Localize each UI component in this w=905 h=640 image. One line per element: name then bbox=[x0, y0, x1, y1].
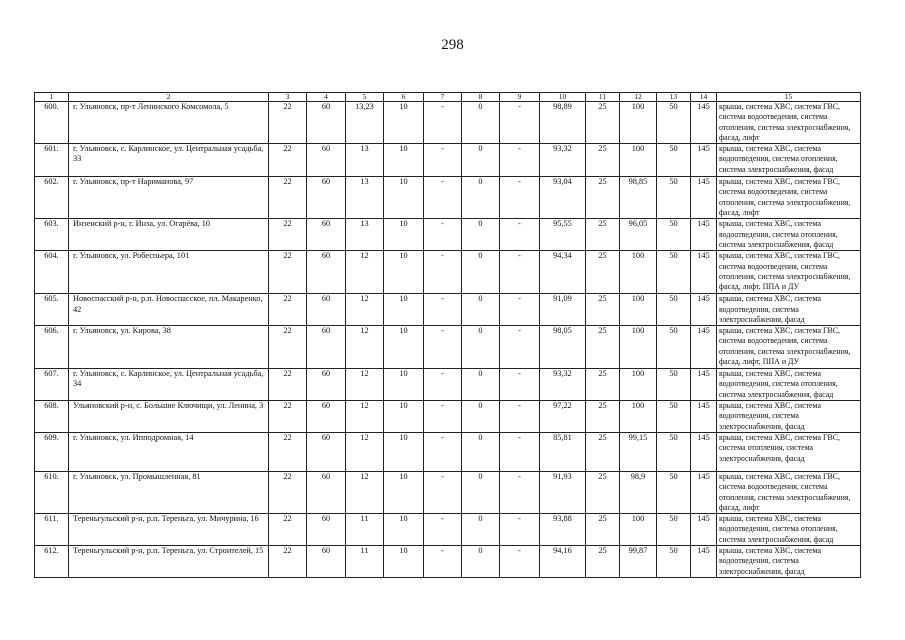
value-cell: - bbox=[500, 144, 540, 177]
column-number-cell: 4 bbox=[307, 93, 346, 102]
value-cell: - bbox=[424, 102, 462, 144]
value-cell: 145 bbox=[691, 219, 717, 251]
value-cell: 99,15 bbox=[620, 432, 657, 471]
value-cell: - bbox=[500, 326, 540, 369]
works-cell: крыша, система ХВС, система ГВС, система отопления, система электроснабжения, фасад bbox=[717, 432, 861, 471]
value-cell: - bbox=[424, 471, 462, 513]
value-cell: 98,05 bbox=[540, 326, 586, 369]
value-cell: 0 bbox=[462, 401, 500, 433]
table-row bbox=[35, 177, 861, 219]
value-cell: 0 bbox=[462, 251, 500, 294]
value-cell: 145 bbox=[691, 514, 717, 546]
value-cell: 0 bbox=[462, 294, 500, 326]
column-number-cell: 6 bbox=[384, 93, 424, 102]
value-cell: 10 bbox=[384, 102, 424, 144]
value-cell: - bbox=[424, 326, 462, 369]
value-cell: 22 bbox=[269, 326, 307, 369]
value-cell: 0 bbox=[462, 369, 500, 401]
value-cell: 10 bbox=[384, 326, 424, 369]
value-cell: - bbox=[500, 401, 540, 433]
value-cell: 25 bbox=[586, 102, 620, 144]
value-cell: 10 bbox=[384, 546, 424, 578]
value-cell: - bbox=[500, 251, 540, 294]
value-cell: 60 bbox=[307, 401, 346, 433]
value-cell: - bbox=[424, 401, 462, 433]
value-cell: 25 bbox=[586, 432, 620, 471]
value-cell: 100 bbox=[620, 251, 657, 294]
value-cell: 60 bbox=[307, 432, 346, 471]
row-number-cell: 600. bbox=[35, 102, 69, 144]
column-number-cell: 2 bbox=[69, 93, 269, 102]
value-cell: 145 bbox=[691, 401, 717, 433]
address-cell: Инзенский р-н, г. Инза, ул. Огарёва, 10 bbox=[69, 219, 269, 251]
works-cell: крыша, система ХВС, система водоотведения, система отопления, система электроснабжения, фасад bbox=[717, 514, 861, 546]
address-cell: г. Ульяновск, пр-т Ленинского Комсомола, 5 bbox=[69, 102, 269, 144]
table-row bbox=[35, 471, 861, 513]
table-row bbox=[35, 144, 861, 177]
value-cell: 25 bbox=[586, 401, 620, 433]
row-number-cell: 609. bbox=[35, 432, 69, 471]
row-number-cell: 611. bbox=[35, 514, 69, 546]
value-cell: 13,23 bbox=[346, 102, 384, 144]
row-number-cell: 607. bbox=[35, 369, 69, 401]
value-cell: 12 bbox=[346, 251, 384, 294]
value-cell: - bbox=[424, 177, 462, 219]
value-cell: 50 bbox=[657, 326, 691, 369]
value-cell: 145 bbox=[691, 546, 717, 578]
value-cell: 11 bbox=[346, 514, 384, 546]
value-cell: 60 bbox=[307, 177, 346, 219]
value-cell: 50 bbox=[657, 294, 691, 326]
row-number-cell: 610. bbox=[35, 471, 69, 513]
value-cell: 95,55 bbox=[540, 219, 586, 251]
column-number-cell: 3 bbox=[269, 93, 307, 102]
works-cell: крыша, система ХВС, система водоотведения, система отопления, система электроснабжения, фасад bbox=[717, 369, 861, 401]
value-cell: 145 bbox=[691, 102, 717, 144]
table-row bbox=[35, 251, 861, 294]
value-cell: 10 bbox=[384, 369, 424, 401]
works-cell: крыша, система ХВС, система ГВС, система водоотведения, система отопления, система электроснабжения, фасад, лифт, ППА и ДУ bbox=[717, 251, 861, 294]
value-cell: 25 bbox=[586, 144, 620, 177]
table-row bbox=[35, 369, 861, 401]
value-cell: 10 bbox=[384, 401, 424, 433]
column-number-cell: 14 bbox=[691, 93, 717, 102]
value-cell: 50 bbox=[657, 177, 691, 219]
works-cell: крыша, система ХВС, система водоотведения, система отопления, система электроснабжения, фасад bbox=[717, 219, 861, 251]
value-cell: - bbox=[500, 177, 540, 219]
table-row bbox=[35, 432, 861, 471]
value-cell: 10 bbox=[384, 294, 424, 326]
row-number-cell: 612. bbox=[35, 546, 69, 578]
value-cell: 0 bbox=[462, 219, 500, 251]
value-cell: 85,81 bbox=[540, 432, 586, 471]
address-cell: г. Ульяновск, с. Карлинское, ул. Центральная усадьба, 33 bbox=[69, 144, 269, 177]
works-cell: крыша, система ХВС, система ГВС, система водоотведения, система отопления, система электроснабжения, фасад, лифт bbox=[717, 471, 861, 513]
address-cell: Новоспасский р-н, р.п. Новоспасское, пл. Макаренко, 42 bbox=[69, 294, 269, 326]
value-cell: 60 bbox=[307, 514, 346, 546]
value-cell: 10 bbox=[384, 471, 424, 513]
value-cell: 50 bbox=[657, 514, 691, 546]
value-cell: 145 bbox=[691, 326, 717, 369]
value-cell: 25 bbox=[586, 471, 620, 513]
value-cell: 100 bbox=[620, 102, 657, 144]
value-cell: 93,32 bbox=[540, 144, 586, 177]
value-cell: 145 bbox=[691, 294, 717, 326]
value-cell: 22 bbox=[269, 177, 307, 219]
address-cell: г. Ульяновск, с. Карлинское, ул. Центральная усадьба, 34 bbox=[69, 369, 269, 401]
value-cell: - bbox=[500, 369, 540, 401]
value-cell: - bbox=[424, 546, 462, 578]
value-cell: 0 bbox=[462, 326, 500, 369]
value-cell: - bbox=[500, 432, 540, 471]
page-number: 298 bbox=[441, 37, 464, 53]
value-cell: 60 bbox=[307, 546, 346, 578]
value-cell: 25 bbox=[586, 326, 620, 369]
value-cell: 0 bbox=[462, 102, 500, 144]
value-cell: 100 bbox=[620, 294, 657, 326]
value-cell: 25 bbox=[586, 514, 620, 546]
value-cell: 145 bbox=[691, 432, 717, 471]
value-cell: 10 bbox=[384, 514, 424, 546]
address-cell: г. Ульяновск, пр-т Нариманова, 97 bbox=[69, 177, 269, 219]
value-cell: - bbox=[500, 102, 540, 144]
value-cell: 25 bbox=[586, 177, 620, 219]
value-cell: 145 bbox=[691, 471, 717, 513]
table-row bbox=[35, 219, 861, 251]
column-number-cell: 9 bbox=[500, 93, 540, 102]
value-cell: 22 bbox=[269, 219, 307, 251]
value-cell: - bbox=[500, 219, 540, 251]
value-cell: 0 bbox=[462, 546, 500, 578]
value-cell: 22 bbox=[269, 546, 307, 578]
value-cell: 22 bbox=[269, 294, 307, 326]
value-cell: 50 bbox=[657, 219, 691, 251]
value-cell: 25 bbox=[586, 294, 620, 326]
value-cell: - bbox=[500, 471, 540, 513]
value-cell: 0 bbox=[462, 144, 500, 177]
value-cell: 12 bbox=[346, 326, 384, 369]
value-cell: 22 bbox=[269, 401, 307, 433]
column-number-cell: 7 bbox=[424, 93, 462, 102]
value-cell: 10 bbox=[384, 432, 424, 471]
value-cell: 94,16 bbox=[540, 546, 586, 578]
value-cell: 13 bbox=[346, 177, 384, 219]
value-cell: 50 bbox=[657, 251, 691, 294]
value-cell: 60 bbox=[307, 326, 346, 369]
value-cell: 10 bbox=[384, 251, 424, 294]
value-cell: 96,05 bbox=[620, 219, 657, 251]
value-cell: 99,87 bbox=[620, 546, 657, 578]
table-row bbox=[35, 514, 861, 546]
value-cell: - bbox=[500, 546, 540, 578]
works-cell: крыша, система ХВС, система ГВС, система водоотведения, система отопления, система электроснабжения, фасад, лифт bbox=[717, 102, 861, 144]
value-cell: 60 bbox=[307, 102, 346, 144]
value-cell: 13 bbox=[346, 144, 384, 177]
value-cell: 60 bbox=[307, 144, 346, 177]
value-cell: 98,89 bbox=[540, 102, 586, 144]
row-number-cell: 602. bbox=[35, 177, 69, 219]
value-cell: 145 bbox=[691, 144, 717, 177]
column-number-cell: 5 bbox=[346, 93, 384, 102]
row-number-cell: 601. bbox=[35, 144, 69, 177]
column-number-cell: 11 bbox=[586, 93, 620, 102]
address-cell: г. Ульяновск, ул. Робеспьера, 101 bbox=[69, 251, 269, 294]
row-number-cell: 605. bbox=[35, 294, 69, 326]
column-number-cell: 12 bbox=[620, 93, 657, 102]
value-cell: 145 bbox=[691, 177, 717, 219]
value-cell: - bbox=[424, 514, 462, 546]
table-row bbox=[35, 294, 861, 326]
value-cell: 22 bbox=[269, 251, 307, 294]
row-number-cell: 604. bbox=[35, 251, 69, 294]
value-cell: 145 bbox=[691, 251, 717, 294]
value-cell: 98,85 bbox=[620, 177, 657, 219]
column-number-cell: 1 bbox=[35, 93, 69, 102]
value-cell: 25 bbox=[586, 219, 620, 251]
value-cell: 100 bbox=[620, 144, 657, 177]
value-cell: 12 bbox=[346, 294, 384, 326]
row-number-cell: 608. bbox=[35, 401, 69, 433]
column-number-cell: 13 bbox=[657, 93, 691, 102]
capital-repair-table bbox=[34, 92, 861, 578]
value-cell: 13 bbox=[346, 219, 384, 251]
value-cell: 0 bbox=[462, 432, 500, 471]
value-cell: 94,34 bbox=[540, 251, 586, 294]
row-number-cell: 603. bbox=[35, 219, 69, 251]
value-cell: 50 bbox=[657, 546, 691, 578]
value-cell: 11 bbox=[346, 546, 384, 578]
value-cell: 10 bbox=[384, 219, 424, 251]
value-cell: 22 bbox=[269, 144, 307, 177]
works-cell: крыша, система ХВС, система водоотведения, система электроснабжения, фасад bbox=[717, 294, 861, 326]
value-cell: 60 bbox=[307, 471, 346, 513]
value-cell: 10 bbox=[384, 144, 424, 177]
table-row bbox=[35, 326, 861, 369]
value-cell: - bbox=[424, 219, 462, 251]
table-row bbox=[35, 102, 861, 144]
value-cell: 0 bbox=[462, 514, 500, 546]
value-cell: 0 bbox=[462, 177, 500, 219]
address-cell: Тереньгульский р-н, р.п. Тереньга, ул. Мичурина, 16 bbox=[69, 514, 269, 546]
value-cell: 22 bbox=[269, 514, 307, 546]
value-cell: 145 bbox=[691, 369, 717, 401]
value-cell: - bbox=[424, 432, 462, 471]
value-cell: - bbox=[424, 369, 462, 401]
value-cell: 60 bbox=[307, 251, 346, 294]
value-cell: 100 bbox=[620, 514, 657, 546]
column-number-row bbox=[35, 93, 861, 102]
value-cell: 50 bbox=[657, 102, 691, 144]
value-cell: 50 bbox=[657, 144, 691, 177]
table-row bbox=[35, 401, 861, 433]
value-cell: 98,9 bbox=[620, 471, 657, 513]
value-cell: - bbox=[500, 294, 540, 326]
value-cell: 93,88 bbox=[540, 514, 586, 546]
row-number-cell: 606. bbox=[35, 326, 69, 369]
value-cell: 50 bbox=[657, 471, 691, 513]
works-cell: крыша, система ХВС, система ГВС, система водоотведения, система отопления, система электроснабжения, фасад, лифт, ППА и ДУ bbox=[717, 326, 861, 369]
value-cell: 100 bbox=[620, 401, 657, 433]
address-cell: г. Ульяновск, ул. Промышленная, 81 bbox=[69, 471, 269, 513]
value-cell: 25 bbox=[586, 251, 620, 294]
value-cell: 12 bbox=[346, 471, 384, 513]
value-cell: 91,93 bbox=[540, 471, 586, 513]
value-cell: 22 bbox=[269, 102, 307, 144]
value-cell: - bbox=[424, 251, 462, 294]
value-cell: 25 bbox=[586, 369, 620, 401]
value-cell: 93,04 bbox=[540, 177, 586, 219]
value-cell: - bbox=[424, 144, 462, 177]
value-cell: 93,32 bbox=[540, 369, 586, 401]
value-cell: 25 bbox=[586, 546, 620, 578]
column-number-cell: 8 bbox=[462, 93, 500, 102]
value-cell: 50 bbox=[657, 369, 691, 401]
value-cell: - bbox=[424, 294, 462, 326]
value-cell: 60 bbox=[307, 369, 346, 401]
value-cell: 22 bbox=[269, 471, 307, 513]
column-number-cell: 10 bbox=[540, 93, 586, 102]
value-cell: - bbox=[500, 514, 540, 546]
works-cell: крыша, система ХВС, система водоотведения, система электроснабжения, фасад bbox=[717, 401, 861, 433]
value-cell: 60 bbox=[307, 294, 346, 326]
value-cell: 0 bbox=[462, 471, 500, 513]
value-cell: 12 bbox=[346, 401, 384, 433]
value-cell: 12 bbox=[346, 369, 384, 401]
column-number-cell: 15 bbox=[717, 93, 861, 102]
value-cell: 60 bbox=[307, 219, 346, 251]
value-cell: 10 bbox=[384, 177, 424, 219]
works-cell: крыша, система ХВС, система ГВС, система водоотведения, система отопления, система электроснабжения, фасад, лифт bbox=[717, 177, 861, 219]
address-cell: г. Ульяновск, ул. Ипподромная, 14 bbox=[69, 432, 269, 471]
value-cell: 91,09 bbox=[540, 294, 586, 326]
address-cell: Ульяновский р-н, с. Большие Ключищи, ул. Ленина, 3 bbox=[69, 401, 269, 433]
value-cell: 50 bbox=[657, 401, 691, 433]
value-cell: 100 bbox=[620, 326, 657, 369]
value-cell: 50 bbox=[657, 432, 691, 471]
value-cell: 97,22 bbox=[540, 401, 586, 433]
value-cell: 22 bbox=[269, 369, 307, 401]
value-cell: 12 bbox=[346, 432, 384, 471]
address-cell: Тереньгульский р-н, р.п. Тереньга, ул. Строителей, 15 bbox=[69, 546, 269, 578]
works-cell: крыша, система ХВС, система водоотведения, система отопления, система электроснабжения, фасад bbox=[717, 144, 861, 177]
works-cell: крыша, система ХВС, система водоотведения, система электроснабжения, фасад bbox=[717, 546, 861, 578]
value-cell: 22 bbox=[269, 432, 307, 471]
value-cell: 100 bbox=[620, 369, 657, 401]
address-cell: г. Ульяновск, ул. Кирова, 38 bbox=[69, 326, 269, 369]
table-row bbox=[35, 546, 861, 578]
